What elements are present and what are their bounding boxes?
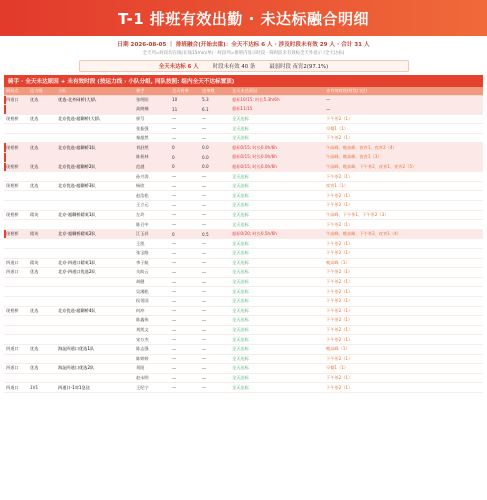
table-cell: — [324,105,483,115]
table-cell: — [200,277,230,287]
table-cell: — [170,344,200,354]
table-cell: 下午茶2（1） [324,373,483,383]
table-cell: 江玉祥 [134,229,170,239]
table-cell: — [200,181,230,191]
table-cell: 北京优选-超聊桥1队 [56,143,134,153]
table-cell: — [170,191,200,201]
table-cell: 崔号 [134,114,170,124]
table-cell [4,153,28,163]
table-cell: 精英 [28,210,56,220]
table-cell: — [200,287,230,297]
table-cell: 北京-四道口优选2队 [56,268,134,278]
table-row [4,229,483,239]
table-cell: — [200,383,230,393]
table-cell [28,239,56,249]
table-cell: — [170,277,200,287]
table-cell: — [324,95,483,105]
table-row [4,316,483,326]
table-cell: 杨欣 [134,181,170,191]
table-cell [4,325,28,335]
table-cell [56,191,134,201]
table-cell: 北京-超聊桥精英1队 [56,210,134,220]
table-row [4,95,483,105]
table-cell: 海淀四道口优选1队 [56,344,134,354]
table-cell: 胡健 [134,277,170,287]
table-cell: 陈婷婷 [134,354,170,364]
table-cell: 全天达标 [230,296,324,306]
table-cell [4,249,28,259]
table-cell [4,124,28,134]
summary-box [79,60,409,72]
table-cell: — [170,249,200,259]
table-cell: 四道口 [4,268,28,278]
table-cell: 下午茶2（1） [324,220,483,230]
table-cell: — [200,220,230,230]
table-cell [56,296,134,306]
legend-note: 全天列=时段均在线(在线15min/单) · 时段列=排班内显示时段 · 筛时段未有效标全天外显示 (全天达标) [142,51,345,56]
table-cell: 下午茶2（1） [324,354,483,364]
table-cell: 刘凯文 [134,325,170,335]
table-cell: 刘舒然 [134,143,170,153]
table-cell: 下午茶2（1） [324,239,483,249]
table-cell: — [200,114,230,124]
table-cell: — [200,124,230,134]
table-row [4,172,483,182]
table-cell: 北京-超聊桥精英2队 [56,229,134,239]
table-cell: — [200,354,230,364]
table-cell: 全天达标 [230,364,324,374]
table-cell: — [170,172,200,182]
table-cell: — [200,172,230,182]
table-cell: 全天达标 [230,258,324,268]
table-cell: — [170,124,200,134]
table-cell: 全天达标 [230,287,324,297]
table-row [4,105,483,115]
column-header: 运力线 [28,87,56,95]
column-header: 骑手 [134,87,170,95]
table-row [4,296,483,306]
table-cell: 超标0/15; 时长0.0h/6h [230,143,324,153]
table-cell [28,105,56,115]
table-cell [4,220,28,230]
table-cell [28,191,56,201]
table-cell: 优选 [28,162,56,172]
table-cell: — [170,210,200,220]
table-cell: 现相桥 [4,114,28,124]
table-cell: 下午茶2（1） [324,249,483,259]
table-cell: — [200,268,230,278]
table-cell: — [200,306,230,316]
table-cell: 四道口-1对1急送 [56,383,134,393]
table-cell: 全天达标 [230,249,324,259]
table-row [4,210,483,220]
table-cell [4,105,28,115]
table-cell: — [200,364,230,374]
table-cell: 下午茶2（1） [324,383,483,393]
table-cell: 王立元 [134,201,170,211]
table-cell: 李子航 [134,258,170,268]
table-cell: 午高峰、下午茶1、下午茶2（3） [324,210,483,220]
table-cell: — [170,268,200,278]
table-row [4,335,483,345]
table-cell: 早餐1（1） [324,124,483,134]
table-cell: 11 [170,105,200,115]
table-cell: — [170,373,200,383]
table-cell [28,373,56,383]
table-cell: 优选 [28,143,56,153]
table-cell: 优选-北外网桥(大)队 [56,95,134,105]
table-cell: 0.5 [200,229,230,239]
table-row [4,249,483,259]
table-cell: 全天达标 [230,354,324,364]
table-cell: 下午茶2（1） [324,277,483,287]
table-cell: 早餐1（1） [324,364,483,374]
table-header [4,87,483,95]
table-cell: — [200,335,230,345]
table-cell: 何冲 [134,306,170,316]
table-cell [28,296,56,306]
table-cell: 全天达标 [230,325,324,335]
column-header: 网站点 [4,87,28,95]
table-row [4,153,483,163]
column-header: 全天未达原因 [230,87,324,95]
table-cell: — [170,133,200,143]
table-cell: 下午茶2（1） [324,133,483,143]
table-row [4,114,483,124]
table-cell: 0 [170,143,200,153]
table-cell: 陈志强 [134,344,170,354]
table-cell [4,191,28,201]
table-cell: — [170,316,200,326]
table-cell: 陈枢林 [134,153,170,163]
table-cell: 王纪宁 [134,383,170,393]
table-cell: 现相桥 [4,306,28,316]
table-row [4,354,483,364]
table-cell: — [200,239,230,249]
table-cell [28,287,56,297]
table-cell: 北京优选-超聊桥3队 [56,181,134,191]
summary-allday: 全天未达标 6 人 [158,64,199,70]
table-cell: — [200,191,230,201]
table-cell: 10 [170,95,200,105]
table-cell: 0 [170,162,200,172]
table-cell: 陈鑫伟 [134,316,170,326]
table-cell: 现相桥 [4,210,28,220]
table-cell: 优选 [28,114,56,124]
table-row [4,181,483,191]
table-cell: 下午茶2（1） [324,201,483,211]
table-cell [4,277,28,287]
table-cell [4,296,28,306]
table-cell: 下午茶2（1） [324,114,483,124]
table-cell: 刘阳 [134,364,170,374]
table-row [4,364,483,374]
table-cell: 四道口 [4,383,28,393]
table-cell: 1V1 [28,383,56,393]
table-cell: — [200,344,230,354]
column-header: 小队 [56,87,134,95]
table-cell: 下午茶2（1） [324,296,483,306]
table-cell: 下午茶2（1） [324,191,483,201]
table-cell: — [200,296,230,306]
table-cell: — [170,364,200,374]
table-cell: 优选 [28,181,56,191]
table-row [4,133,483,143]
table-cell [4,316,28,326]
table-cell: 北京优选-超聊桥4队 [56,306,134,316]
table-cell: 全天达标 [230,181,324,191]
table-cell: 优选 [28,364,56,374]
table-cell: — [170,335,200,345]
table-cell: — [170,201,200,211]
table-cell: 午高峰、晚高峰、夜宵1（3） [324,153,483,163]
table-cell: 全天达标 [230,191,324,201]
table-cell: 5.3 [200,95,230,105]
table-cell: 四道口 [4,344,28,354]
table-cell: 侯男国 [134,296,170,306]
table-cell: — [200,133,230,143]
table-row [4,306,483,316]
table-cell [28,201,56,211]
table-cell: 孙兴涛 [134,172,170,182]
table-row [4,287,483,297]
table-cell [56,201,134,211]
table-cell: 现相桥 [4,162,28,172]
table-cell: — [200,373,230,383]
table-row [4,220,483,230]
table-cell: 左玲 [134,210,170,220]
table-cell: 张明阳 [134,95,170,105]
table-cell [4,172,28,182]
table-cell: 全天达标 [230,210,324,220]
table-cell [28,316,56,326]
table-cell: — [200,316,230,326]
table-cell: 高晓楠 [134,105,170,115]
table-cell: — [170,296,200,306]
table-cell: — [170,258,200,268]
table-cell [4,201,28,211]
table-cell: — [170,354,200,364]
table-cell: — [200,201,230,211]
table-cell: 下午茶2（1） [324,306,483,316]
table-cell: 0 [170,153,200,163]
table-cell [56,373,134,383]
table-cell: 0 [170,229,200,239]
table-cell: 陈召中 [134,220,170,230]
table-cell: 吴湘松 [134,287,170,297]
table-cell: 全天达标 [230,344,324,354]
table-cell: — [200,258,230,268]
table-cell [56,249,134,259]
table-cell [28,277,56,287]
table-cell: 超标0/15; 时长0.0h/6h [230,153,324,163]
table-row [4,124,483,134]
table-cell: 范越 [134,162,170,172]
table-cell: 下午茶2（1） [324,325,483,335]
table-cell: 下午茶2（1） [324,335,483,345]
table-cell: — [170,239,200,249]
table-cell: 北京-四道口精英1队 [56,258,134,268]
table-cell [56,325,134,335]
table-cell [56,220,134,230]
table-row [4,191,483,201]
table-cell [4,335,28,345]
table-cell [28,220,56,230]
table-row [4,383,483,393]
table-cell: 0.0 [200,162,230,172]
table-cell [4,287,28,297]
table-cell: 全天达标 [230,114,324,124]
table-cell: 下午茶2（1） [324,287,483,297]
table-cell: — [170,220,200,230]
table-cell: 张宝路 [134,249,170,259]
table-cell [56,239,134,249]
table-cell [56,277,134,287]
table-cell [4,373,28,383]
date-subtitle: 日期 2026-08-05 ｜ 排班融合(开始去重)：全天不达标 6 人 · 涉及时段未有效 29 人 · 合计 31 人 [117,42,370,48]
table-cell: 晚高峰（1） [324,344,483,354]
table-cell: 下午茶2（1） [324,268,483,278]
table-cell: 优选 [28,95,56,105]
table-cell [56,133,134,143]
table-cell: 优选 [28,344,56,354]
table-cell: 现相桥 [4,143,28,153]
table-cell: 全天达标 [230,201,324,211]
table-cell: 午高峰、晚高峰、下午茶2、夜宵1（4） [324,229,483,239]
table-cell: 全天达标 [230,268,324,278]
section-header: 骑手 · 全天未达原因 + 未有效时段 (按运力线 › 小队分组, 同队按照: 组内全天不达标置顶) [4,75,483,87]
table-cell [28,335,56,345]
detail-table [4,87,483,393]
column-header: 全天有单 [170,87,200,95]
table-cell [28,325,56,335]
table-cell: — [170,383,200,393]
table-cell [56,153,134,163]
table-cell: 优选 [28,268,56,278]
table-cell: 关助云 [134,268,170,278]
table-cell: — [170,306,200,316]
table-body [4,95,483,392]
table-cell: 全天达标 [230,220,324,230]
table-row [4,201,483,211]
table-row [4,325,483,335]
table-row [4,258,483,268]
table-cell [56,335,134,345]
table-cell: 张振强 [134,124,170,134]
table-cell [56,124,134,134]
table-cell: 秦超然 [134,133,170,143]
table-cell: — [170,325,200,335]
table-cell: — [170,287,200,297]
table-cell: 全天达标 [230,124,324,134]
table-cell: 下午茶2（1） [324,172,483,182]
table-row [4,344,483,354]
table-cell [4,133,28,143]
table-cell: 四道口 [4,258,28,268]
table-row [4,162,483,172]
table-row [4,268,483,278]
table-cell: 0.0 [200,143,230,153]
table-cell: — [200,325,230,335]
table-cell: 全天达标 [230,383,324,393]
table-cell: 现相桥 [4,229,28,239]
table-cell: 夜宵1（1） [324,181,483,191]
table-cell: 全天达标 [230,306,324,316]
table-cell [56,316,134,326]
table-cell [56,287,134,297]
table-cell: 北京优选-超聊桥2队 [56,162,134,172]
table-cell: 下午茶2（1） [324,316,483,326]
table-cell: 现相桥 [4,181,28,191]
table-cell: 超标11/15 [230,105,324,115]
table-cell [56,105,134,115]
table-cell: 6.1 [200,105,230,115]
table-cell: 精英 [28,258,56,268]
table-cell: 优选 [28,306,56,316]
table-cell [28,354,56,364]
table-cell: 超标0/15; 时长0.0h/6h [230,162,324,172]
table-cell: — [200,210,230,220]
table-cell: 全天达标 [230,239,324,249]
table-cell: 0.0 [200,153,230,163]
table-cell: 全天达标 [230,373,324,383]
table-cell: 赵浩松 [134,191,170,201]
table-cell: — [170,114,200,124]
table-cell [56,354,134,364]
table-cell: 超标0/20; 时长0.5h/6h [230,229,324,239]
summary-worst: 最弱时段 夜宵2(97.1%) [269,64,329,70]
table-cell: 宋万杰 [134,335,170,345]
table-cell: 晚高峰（1） [324,258,483,268]
table-cell: 王凯 [134,239,170,249]
table-row [4,143,483,153]
table-cell [28,249,56,259]
table-cell [28,153,56,163]
table-cell: 午高峰、晚高峰、下午茶2、夜宵1、夜宵2（5） [324,162,483,172]
table-cell: 全天达标 [230,335,324,345]
table-cell [28,124,56,134]
table-cell [28,133,56,143]
table-cell [4,239,28,249]
table-cell [28,172,56,182]
summary-slot: 时段未有效 40 条 [212,64,256,70]
table-row [4,239,483,249]
table-cell [4,354,28,364]
page-title: T-1 排班有效出勤 · 未达标融合明细 [0,0,487,36]
column-header: 达单数 [200,87,230,95]
table-cell: 四道口 [4,95,28,105]
column-header: 未有效时段(时段口径) [324,87,483,95]
table-cell [56,172,134,182]
table-cell: 海淀四道口优选2队 [56,364,134,374]
table-cell: 全天达标 [230,172,324,182]
table-cell: — [200,249,230,259]
table-row [4,277,483,287]
table-cell: 北京优选-超聊桥(大)队 [56,114,134,124]
table-cell: 午高峰、晚高峰、夜宵1、夜宵2（4） [324,143,483,153]
table-row [4,373,483,383]
table-cell: 赵永明 [134,373,170,383]
table-cell: 精英 [28,229,56,239]
table-cell: 四道口 [4,364,28,374]
table-cell: 全天达标 [230,277,324,287]
table-cell: 全天达标 [230,316,324,326]
table-cell: — [170,181,200,191]
table-cell: 超标10/15; 时长5.3h/6h [230,95,324,105]
table-cell: 全天达标 [230,133,324,143]
